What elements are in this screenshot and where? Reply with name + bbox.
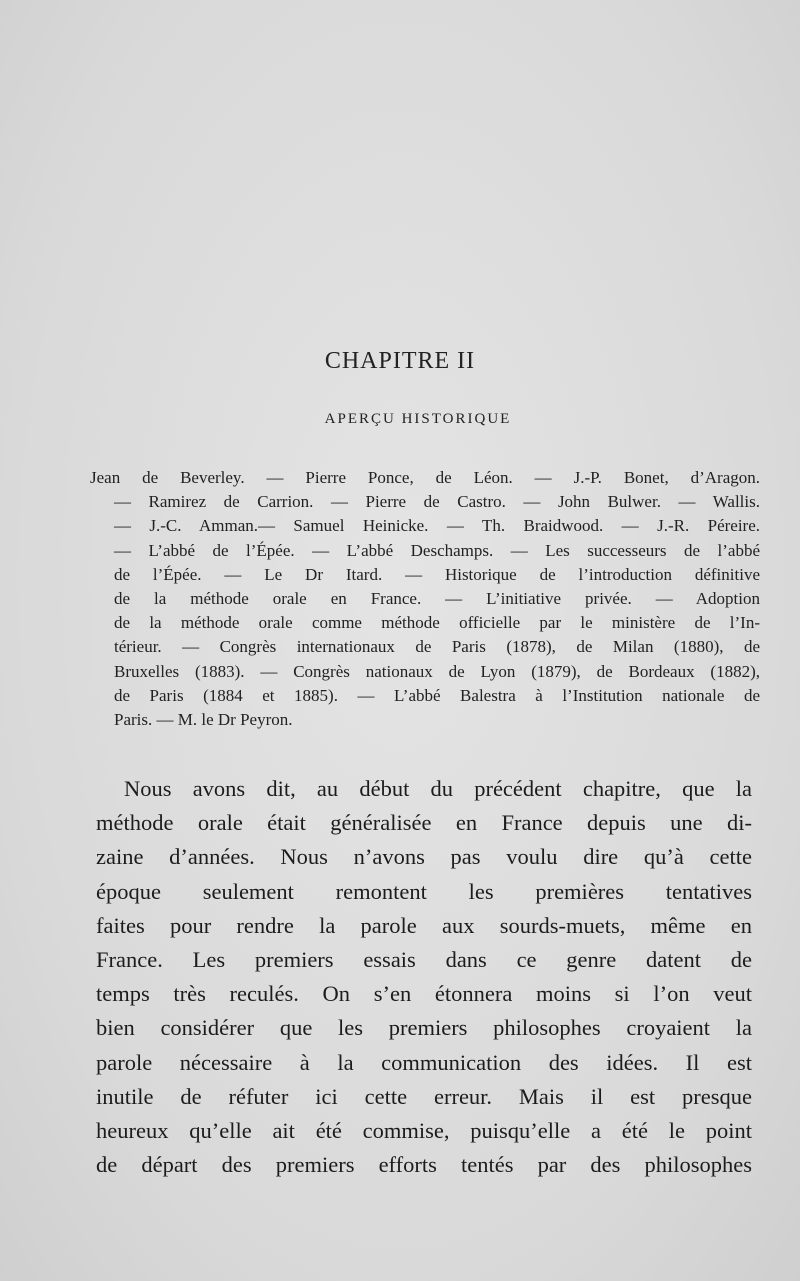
- body-line: parole nécessaire à la communication des idées. Il est: [96, 1049, 752, 1075]
- summary-line: de la méthode orale en France. — L’initiative privée. — Adoption: [114, 588, 760, 608]
- summary-line: — Ramirez de Carrion. — Pierre de Castro. — John Bulwer. — Wallis.: [114, 492, 760, 512]
- body-paragraph: [96, 772, 752, 1182]
- body-line: temps très reculés. On s’en étonnera moins si l’on veut: [96, 981, 752, 1007]
- summary-line: Jean de Beverley. — Pierre Ponce, de Léon. — J.-P. Bonet, d’Aragon.: [90, 468, 760, 487]
- summary-line: térieur. — Congrès internationaux de Paris (1878), de Milan (1880), de: [114, 637, 760, 657]
- body-line: de départ des premiers efforts tentés par des philosophes: [96, 1152, 752, 1178]
- summary-line: — L’abbé de l’Épée. — L’abbé Deschamps. — Les successeurs de l’abbé: [114, 540, 760, 560]
- summary-line: — J.-C. Amman.— Samuel Heinicke. — Th. Braidwood. — J.-R. Péreire.: [114, 516, 760, 536]
- summary-line: de l’Épée. — Le Dr Itard. — Historique de l’introduction définitive: [114, 564, 760, 584]
- chapter-summary: [90, 466, 760, 732]
- body-line: inutile de réfuter ici cette erreur. Mais il est presque: [96, 1083, 752, 1109]
- summary-line: Paris. — M. le Dr Peyron.: [114, 709, 293, 729]
- summary-line: Bruxelles (1883). — Congrès nationaux de Lyon (1879), de Bordeaux (1882),: [114, 661, 760, 681]
- body-line: bien considérer que les premiers philosophes croyaient la: [96, 1015, 752, 1041]
- body-line: France. Les premiers essais dans ce genre datent de: [96, 946, 752, 972]
- chapter-subtitle: APERÇU HISTORIQUE: [324, 411, 512, 427]
- body-line: méthode orale était généralisée en France depuis une di-: [96, 810, 752, 836]
- body-line: époque seulement remontent les premières tentatives: [96, 878, 752, 904]
- body-line: faites pour rendre la parole aux sourds-muets, même en: [96, 912, 752, 938]
- show-through-texture: [70, 60, 770, 350]
- summary-line: de la méthode orale comme méthode officielle par le ministère de l’In-: [114, 613, 760, 633]
- body-line: heureux qu’elle ait été commise, puisqu’elle a été le point: [96, 1117, 752, 1143]
- body-line: zaine d’années. Nous n’avons pas voulu dire qu’à cette: [96, 844, 752, 870]
- summary-line: de Paris (1884 et 1885). — L’abbé Balestra à l’Institution nationale de: [114, 685, 760, 705]
- chapter-title: CHAPITRE II: [324, 348, 476, 374]
- body-line: Nous avons dit, au début du précédent chapitre, que la: [124, 776, 752, 801]
